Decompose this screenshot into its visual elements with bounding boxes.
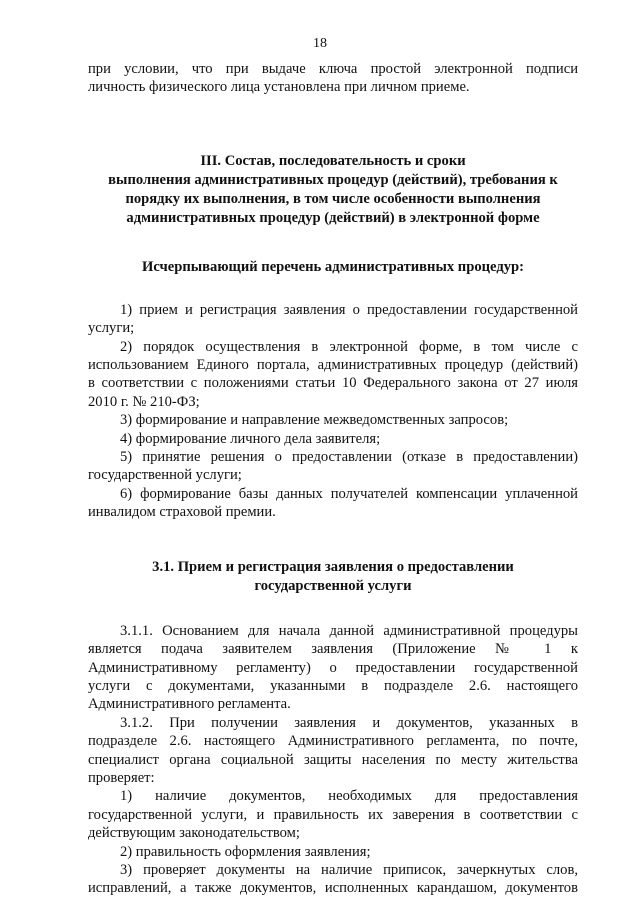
section-3-1-heading-line: 3.1. Прием и регистрация заявления о предоставлении xyxy=(152,558,514,575)
intro-line: при условии, что при выдаче ключа простой электронной подписи xyxy=(88,61,578,77)
section-3-1-heading xyxy=(88,558,578,596)
intro-line: личность физического лица установлена при личном приеме. xyxy=(88,79,470,96)
intro-paragraph xyxy=(88,60,578,97)
list-item-line: услуги; xyxy=(88,320,135,337)
paragraph-line: является подача заявителем заявления (Приложение № 1 к xyxy=(88,641,578,658)
list-item xyxy=(88,411,578,429)
section-3-heading xyxy=(88,152,578,228)
list-item-line: инвалидом страховой премии. xyxy=(88,504,276,521)
section-3-heading-line: выполнения административных процедур (действий), требования к xyxy=(108,171,558,188)
procedures-list-heading-text: Исчерпывающий перечень административных процедур: xyxy=(142,258,524,275)
list-item-line: 4) формирование личного дела заявителя; xyxy=(120,430,381,447)
list-item-line: использованием Единого портала, административных процедур (действий) xyxy=(88,357,578,374)
paragraph-line: Административному регламенту) о предоставлении государственной xyxy=(88,659,578,676)
paragraph xyxy=(88,843,578,861)
list-item-line: 5) принятие решения о предоставлении (отказе в предоставлении) xyxy=(120,449,578,466)
section-3-heading-line: административных процедур (действий) в электронной форме xyxy=(126,209,540,226)
list-item-line: в соответствии с положениями статьи 10 Федерального закона от 27 июля xyxy=(88,375,578,392)
paragraph xyxy=(88,714,578,788)
paragraph-line: специалист органа социальной защиты населения по месту жительства xyxy=(88,751,578,768)
list-item-line: 1) прием и регистрация заявления о предоставлении государственной xyxy=(120,301,578,318)
list-item xyxy=(88,448,578,485)
procedures-list xyxy=(88,301,578,522)
list-item-line: 2010 г. № 210-ФЗ; xyxy=(88,393,200,410)
paragraph-line: 3.1.1. Основанием для начала данной административной процедуры xyxy=(120,622,578,639)
section-3-1-body xyxy=(88,622,578,898)
section-3-heading-line: III. Состав, последовательность и сроки xyxy=(200,152,466,169)
section-3-heading-line: порядку их выполнения, в том числе особенности выполнения xyxy=(125,190,541,207)
paragraph-line: 3.1.2. При получении заявления и документов, указанных в xyxy=(120,714,578,731)
paragraph-line: подразделе 2.6. настоящего Административного регламента, по почте, xyxy=(88,733,578,750)
paragraph xyxy=(88,622,578,714)
list-item xyxy=(88,485,578,522)
paragraph-line: услуги с документами, указанными в подразделе 2.6. настоящего xyxy=(88,677,578,694)
section-3-1-heading-line: государственной услуги xyxy=(254,577,412,594)
paragraph-line: проверяет: xyxy=(88,769,155,786)
paragraph-line: 3) проверяет документы на наличие приписок, зачеркнутых слов, xyxy=(120,861,578,878)
list-item-line: 2) порядок осуществления в электронной форме, в том числе с xyxy=(120,338,578,355)
paragraph xyxy=(88,787,578,842)
procedures-list-heading xyxy=(88,258,578,277)
paragraph-line: 2) правильность оформления заявления; xyxy=(120,843,371,860)
paragraph xyxy=(88,861,578,898)
paragraph-line: 1) наличие документов, необходимых для предоставления xyxy=(120,788,578,805)
paragraph-line: государственной услуги, и правильность их заверения в соответствии с xyxy=(88,806,578,823)
paragraph-line: действующим законодательством; xyxy=(88,825,300,842)
paragraph-line: Административного регламента. xyxy=(88,696,291,713)
page-content xyxy=(88,60,578,898)
list-item-line: государственной услуги; xyxy=(88,467,242,484)
paragraph-line: исправлений, а также документов, исполненных карандашом, документов xyxy=(88,880,578,897)
list-item-line: 3) формирование и направление межведомственных запросов; xyxy=(120,412,509,429)
page-number: 18 xyxy=(313,36,327,51)
list-item xyxy=(88,301,578,338)
list-item xyxy=(88,430,578,448)
list-item-line: 6) формирование базы данных получателей компенсации уплаченной xyxy=(120,485,578,502)
list-item xyxy=(88,338,578,412)
